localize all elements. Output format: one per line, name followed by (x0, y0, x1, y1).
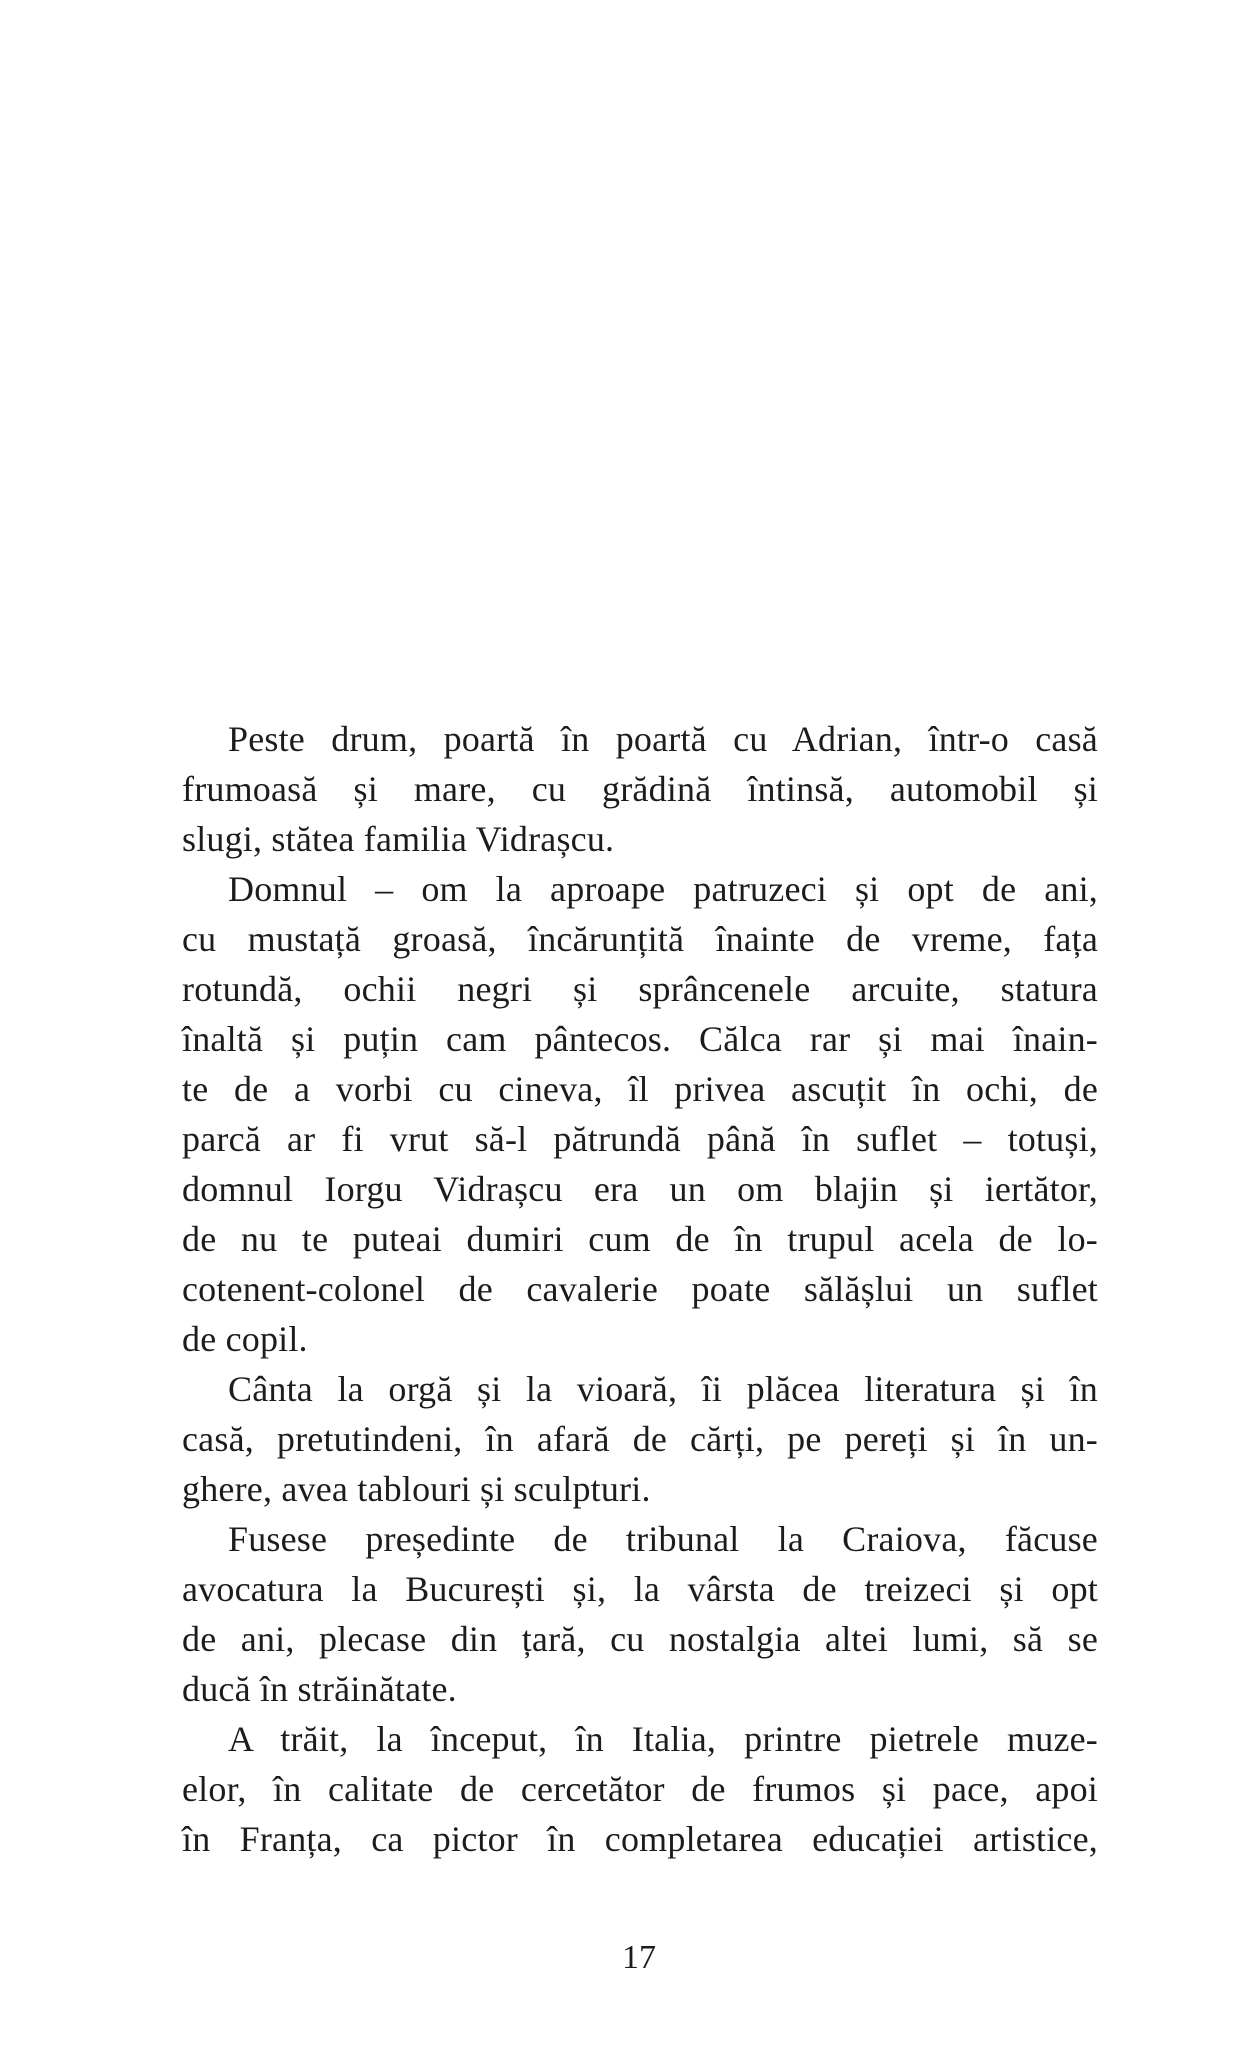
text-line: te de a vorbi cu cineva, îl privea ascuțit în ochi, de (182, 1069, 1098, 1109)
text-line: cotenent-colonel de cavalerie poate sălășlui un suflet (182, 1269, 1098, 1309)
text-line: rotundă, ochii negri și sprâncenele arcuite, statura (182, 969, 1098, 1009)
page-number: 17 (622, 1939, 656, 1976)
text-line: parcă ar fi vrut să-l pătrundă până în suflet – totuși, (182, 1119, 1098, 1159)
text-line: avocatura la București și, la vârsta de treizeci și opt (182, 1569, 1098, 1609)
text-line: Fusese președinte de tribunal la Craiova, făcuse (228, 1519, 1098, 1559)
text-line: slugi, stătea familia Vidrașcu. (182, 819, 615, 859)
text-line: cu mustață groasă, încărunțită înainte de vreme, fața (182, 919, 1098, 959)
text-line: A trăit, la început, în Italia, printre pietrele muze- (228, 1719, 1098, 1759)
text-line: Cânta la orgă și la vioară, îi plăcea literatura și în (228, 1369, 1098, 1409)
text-line: de copil. (182, 1319, 308, 1359)
paragraph (182, 714, 1098, 864)
text-line: Peste drum, poartă în poartă cu Adrian, într-o casă (228, 719, 1098, 759)
paragraph (182, 1514, 1098, 1714)
text-line: elor, în calitate de cercetător de frumos și pace, apoi (182, 1769, 1098, 1809)
text-line: în Franța, ca pictor în completarea educației artistice, (182, 1819, 1098, 1859)
text-line: Domnul – om la aproape patruzeci și opt de ani, (228, 869, 1098, 909)
text-line: de ani, plecase din țară, cu nostalgia altei lumi, să se (182, 1619, 1098, 1659)
text-line: înaltă și puțin cam pântecos. Călca rar și mai înain- (182, 1019, 1098, 1059)
paragraph (182, 1364, 1098, 1514)
text-line: ghere, avea tablouri și sculpturi. (182, 1469, 651, 1509)
text-line: de nu te puteai dumiri cum de în trupul acela de lo- (182, 1219, 1098, 1259)
text-block (182, 714, 1098, 1864)
paragraph (182, 864, 1098, 1364)
text-line: casă, pretutindeni, în afară de cărți, pe pereți și în un- (182, 1419, 1098, 1459)
text-line: frumoasă și mare, cu grădină întinsă, automobil și (182, 769, 1098, 809)
text-line: ducă în străinătate. (182, 1669, 457, 1709)
paragraph (182, 1714, 1098, 1864)
text-line: domnul Iorgu Vidrașcu era un om blajin și iertător, (182, 1169, 1098, 1209)
